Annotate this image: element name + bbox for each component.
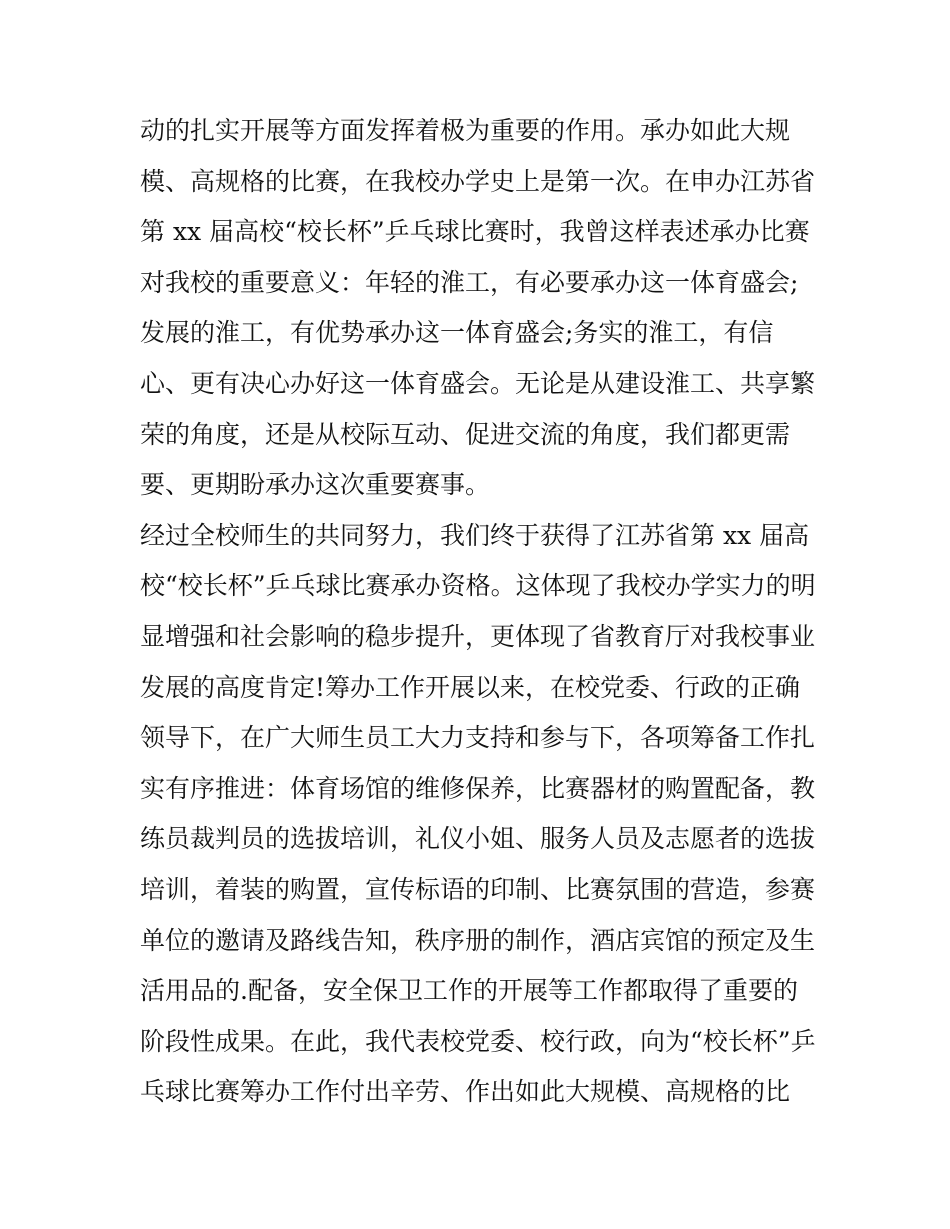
text-line-14: 实有序推进：体育场馆的维修保养，比赛器材的购置配备，教 (140, 773, 816, 803)
document-body (140, 106, 840, 1118)
text-line-16: 培训，着装的购置，宣传标语的印制、比赛氛围的营造，参赛 (140, 874, 816, 904)
text-line-7: 荣的角度，还是从校际互动、促进交流的角度，我们都更需 (140, 419, 791, 449)
text-line-12: 发展的高度肯定!筹办工作开展以来，在校党委、行政的正确 (140, 672, 801, 702)
text-line-13: 领导下，在广大师生员工大力支持和参与下，各项筹备工作扎 (140, 723, 816, 753)
text-line-8: 要、更期盼承办这次重要赛事。 (140, 470, 491, 500)
text-line-20: 乓球比赛筹办工作付出辛劳、作出如此大规模、高规格的比 (140, 1077, 791, 1107)
text-line-10: 校“校长杯”乒乓球比赛承办资格。这体现了我校办学实力的明 (140, 571, 816, 601)
text-line-5: 发展的淮工，有优势承办这一体育盛会;务实的淮工，有信 (140, 318, 774, 348)
text-line-1: 动的扎实开展等方面发挥着极为重要的作用。承办如此大规 (140, 116, 791, 145)
text-line-17: 单位的邀请及路线告知，秩序册的制作，酒店宾馆的预定及生 (140, 925, 816, 955)
text-line-18: 活用品的.配备，安全保卫工作的开展等工作都取得了重要的 (140, 976, 798, 1006)
text-line-4: 对我校的重要意义：年轻的淮工，有必要承办这一体育盛会; (140, 267, 799, 297)
text-line-3: 第 xx 届高校“校长杯”乒乓球比赛时，我曾这样表述承办比赛 (140, 217, 810, 247)
text-line-19: 阶段性成果。在此，我代表校党委、校行政，向为“校长杯”乒 (140, 1026, 816, 1056)
text-line-2: 模、高规格的比赛，在我校办学史上是第一次。在申办江苏省 (140, 166, 816, 196)
text-line-11: 显增强和社会影响的稳步提升，更体现了省教育厅对我校事业 (140, 621, 816, 651)
text-line-9: 经过全校师生的共同努力，我们终于获得了江苏省第 xx 届高 (140, 520, 810, 550)
text-line-15: 练员裁判员的选拔培训，礼仪小姐、服务人员及志愿者的选拔 (140, 824, 816, 854)
text-line-6: 心、更有决心办好这一体育盛会。无论是从建设淮工、共享繁 (140, 368, 816, 398)
